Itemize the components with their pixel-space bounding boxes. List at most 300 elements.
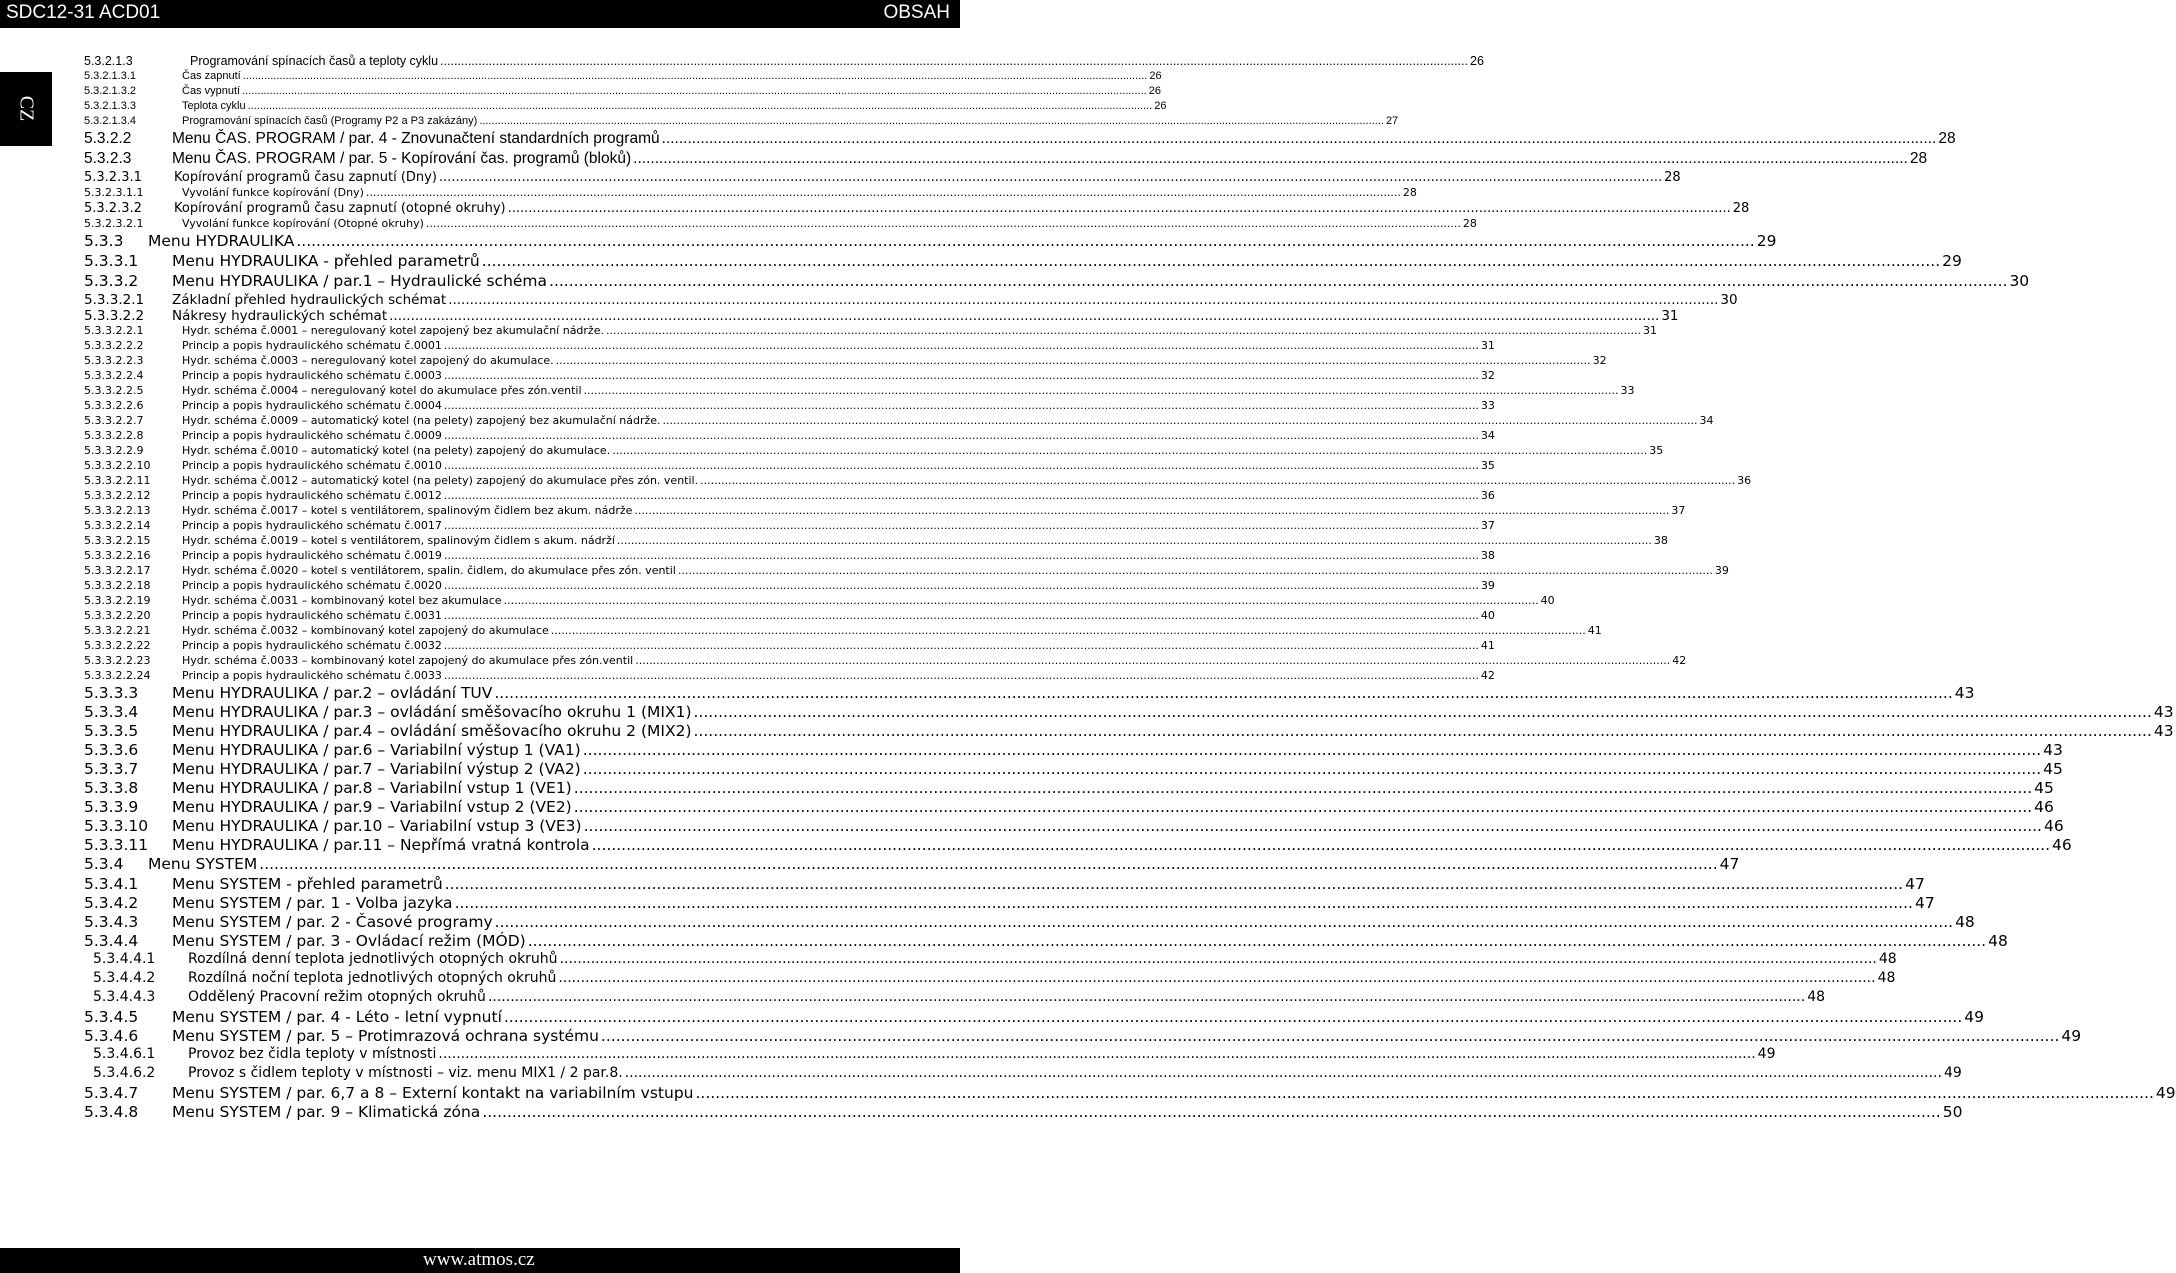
toc-entry[interactable] (84, 760, 2063, 779)
toc-entry[interactable] (84, 232, 1777, 252)
toc-entry-number: 5.3.2.3 (84, 150, 132, 167)
page-footer (0, 1248, 960, 1273)
toc-entry-title: Vyvolání funkce kopírování (Otopné okruhy) (182, 217, 424, 230)
toc-entry[interactable] (84, 875, 1925, 894)
toc-entry-title: Oddělený Pracovní režim otopných okruhů (188, 989, 486, 1005)
toc-entry[interactable] (84, 579, 1495, 594)
toc-entry-number: 5.3.3.2.2.12 (84, 489, 151, 502)
toc-entry-page: 49 (2061, 1027, 2082, 1045)
toc-entry-title: Čas vypnutí (182, 85, 241, 97)
toc-entry-number: 5.3.3.2.2.6 (84, 399, 144, 412)
toc-dot-leader (444, 549, 1479, 562)
toc-entry[interactable] (84, 970, 1896, 989)
toc-entry-number: 5.3.3.2.2.7 (84, 414, 144, 427)
document-code: SDC12-31 ACD01 (6, 2, 161, 23)
toc-entry-title: Hydr. schéma č.0032 – kombinovaný kotel zapojený do akumulace (182, 624, 549, 637)
toc-entry-page: 41 (1587, 624, 1602, 637)
toc-dot-leader (592, 836, 2050, 854)
toc-entry-title: Menu HYDRAULIKA (148, 232, 295, 250)
toc-entry[interactable] (84, 1084, 2176, 1103)
toc-entry[interactable] (84, 894, 1935, 913)
toc-entry-title: Menu ČAS. PROGRAM / par. 4 - Znovunačtení standardních programů (172, 130, 660, 147)
toc-dot-leader (635, 654, 1670, 667)
toc-entry-title: Menu HYDRAULIKA / par.8 – Variabilní vstup 1 (VE1) (172, 779, 572, 797)
toc-entry-page: 26 (1149, 70, 1162, 82)
toc-entry[interactable] (84, 779, 2054, 798)
toc-entry-number: 5.3.3.2.2.3 (84, 354, 144, 367)
toc-dot-leader (625, 1065, 1942, 1081)
toc-entry-number: 5.3.3.4 (84, 703, 139, 721)
toc-entry-title: Menu SYSTEM / par. 6,7 a 8 – Externí kontakt na variabilním vstupu (172, 1084, 694, 1102)
toc-entry[interactable] (84, 817, 2064, 836)
toc-dot-leader (601, 1027, 2059, 1045)
toc-entry-number: 5.3.3.2.2.21 (84, 624, 151, 637)
toc-dot-leader (455, 894, 1913, 912)
toc-entry-number: 5.3.2.3.1.1 (84, 186, 144, 199)
toc-entry-title: Provoz bez čidla teploty v místnosti (188, 1046, 437, 1062)
toc-entry[interactable] (84, 474, 1752, 489)
toc-entry-title: Princip a popis hydraulického schématu č.0004 (182, 399, 442, 412)
toc-entry-page: 28 (1402, 186, 1417, 199)
toc-dot-leader (694, 722, 2152, 740)
table-of-contents (84, 54, 2176, 1122)
toc-dot-leader (606, 324, 1641, 337)
toc-entry-number: 5.3.2.3.2.1 (84, 217, 144, 230)
toc-entry-number: 5.3.4.4.2 (93, 970, 156, 986)
toc-entry[interactable] (84, 70, 1162, 85)
toc-entry[interactable] (84, 624, 1602, 639)
toc-dot-leader (495, 913, 1953, 931)
toc-entry-page: 26 (1154, 100, 1167, 112)
toc-entry[interactable] (84, 654, 1687, 669)
toc-entry-number: 5.3.4.4.1 (93, 951, 156, 967)
toc-dot-leader (426, 217, 1461, 230)
toc-dot-leader (504, 1008, 1962, 1026)
toc-entry-title: Menu HYDRAULIKA - přehled parametrů (172, 252, 480, 270)
toc-entry-number: 5.3.4.1 (84, 875, 139, 893)
toc-entry-page: 45 (2043, 760, 2063, 778)
toc-entry-page: 32 (1480, 369, 1495, 382)
toc-entry-title: Programování spínacích časů (Programy P2 a P3 zakázány) (182, 115, 478, 127)
toc-dot-leader (678, 564, 1713, 577)
toc-entry-number: 5.3.3.2.2.2 (84, 339, 144, 352)
toc-entry-page: 48 (1807, 989, 1826, 1005)
toc-entry[interactable] (84, 519, 1495, 534)
toc-dot-leader (696, 1084, 2154, 1102)
toc-entry-number: 5.3.2.2 (84, 130, 132, 147)
toc-entry[interactable] (84, 1065, 1962, 1084)
toc-entry-page: 35 (1649, 444, 1664, 457)
toc-dot-leader (617, 534, 1652, 547)
toc-dot-leader (700, 474, 1735, 487)
toc-entry[interactable] (84, 414, 1714, 429)
toc-entry-title: Menu SYSTEM (148, 855, 258, 873)
toc-entry-page: 48 (1878, 951, 1897, 967)
toc-entry-title: Provoz s čidlem teploty v místnosti – viz. menu MIX1 / 2 par.8. (188, 1065, 623, 1081)
toc-dot-leader (444, 669, 1479, 682)
toc-entry-title: Menu HYDRAULIKA / par.6 – Variabilní výstup 1 (VA1) (172, 741, 581, 759)
toc-entry-title: Teplota cyklu (182, 100, 246, 112)
toc-entry[interactable] (84, 115, 1399, 130)
toc-entry-page: 45 (2034, 779, 2054, 797)
toc-entry-page: 29 (1942, 252, 1962, 270)
toc-entry-number: 5.3.3.5 (84, 722, 139, 740)
toc-entry-page: 48 (1955, 913, 1975, 931)
toc-dot-leader (633, 150, 1908, 168)
toc-entry-number: 5.3.3.2.2.15 (84, 534, 151, 547)
toc-dot-leader (445, 875, 1903, 893)
toc-entry-page: 46 (2052, 836, 2072, 854)
toc-dot-leader (504, 594, 1539, 607)
toc-entry-page: 39 (1480, 579, 1495, 592)
toc-entry[interactable] (84, 399, 1495, 414)
toc-entry-page: 42 (1672, 654, 1687, 667)
toc-entry-page: 46 (2034, 798, 2054, 816)
toc-entry-page: 41 (1480, 639, 1495, 652)
toc-entry-title: Princip a popis hydraulického schématu č.0010 (182, 459, 442, 472)
toc-entry[interactable] (84, 684, 1975, 703)
toc-entry-title: Princip a popis hydraulického schématu č.0001 (182, 339, 442, 352)
toc-entry-title: Princip a popis hydraulického schématu č.0012 (182, 489, 442, 502)
toc-entry[interactable] (84, 384, 1635, 399)
toc-entry-page: 36 (1480, 489, 1495, 502)
toc-entry-page: 38 (1480, 549, 1495, 562)
toc-dot-leader (440, 54, 1468, 68)
toc-dot-leader (444, 429, 1479, 442)
toc-dot-leader (366, 186, 1401, 199)
toc-entry-title: Menu SYSTEM / par. 4 - Léto - letní vypnutí (172, 1008, 502, 1026)
toc-entry-title: Hydr. schéma č.0019 – kotel s ventilátorem, spalinovým čidlem s akum. nádrží (182, 534, 615, 547)
toc-entry-number: 5.3.3.2.2.19 (84, 594, 151, 607)
toc-entry-number: 5.3.4 (84, 855, 124, 873)
toc-dot-leader (444, 639, 1479, 652)
toc-entry-title: Menu HYDRAULIKA / par.10 – Variabilní vstup 3 (VE3) (172, 817, 582, 835)
toc-entry-number: 5.3.3.2.1 (84, 292, 145, 308)
toc-entry-page: 49 (2155, 1084, 2176, 1102)
toc-entry[interactable] (84, 130, 1956, 150)
toc-entry[interactable] (84, 741, 2063, 760)
toc-entry-page: 37 (1480, 519, 1495, 532)
toc-entry-number: 5.3.3.1 (84, 252, 139, 270)
toc-entry-number: 5.3.3.2.2.22 (84, 639, 151, 652)
toc-entry-number: 5.3.3.2 (84, 272, 139, 290)
toc-entry-title: Menu SYSTEM / par. 5 – Protimrazová ochrana systému (172, 1027, 599, 1045)
toc-entry-page: 40 (1540, 594, 1555, 607)
toc-entry-number: 5.3.3.2.2 (84, 308, 145, 324)
toc-entry-title: Hydr. schéma č.0031 – kombinovaný kotel bez akumulace (182, 594, 502, 607)
toc-dot-leader (560, 951, 1877, 967)
toc-entry-page: 31 (1480, 339, 1495, 352)
toc-entry[interactable] (84, 913, 1975, 932)
toc-entry-title: Hydr. schéma č.0033 – kombinovaný kotel zapojený do akumulace přes zón.ventil (182, 654, 634, 667)
toc-entry-number: 5.3.3.6 (84, 741, 139, 759)
toc-dot-leader (574, 779, 2032, 797)
toc-entry-number: 5.3.4.6.2 (93, 1065, 156, 1081)
toc-entry-page: 43 (2043, 741, 2063, 759)
toc-entry-title: Hydr. schéma č.0020 – kotel s ventilátorem, spalin. čidlem, do akumulace přes zón. ventil (182, 564, 676, 577)
toc-entry[interactable] (84, 201, 1750, 217)
toc-entry-title: Menu HYDRAULIKA / par.11 – Nepřímá vratná kontrola (172, 836, 590, 854)
toc-entry-number: 5.3.3.2.2.5 (84, 384, 144, 397)
toc-entry-title: Princip a popis hydraulického schématu č.0017 (182, 519, 442, 532)
toc-entry-page: 26 (1148, 85, 1161, 97)
toc-entry-title: Menu HYDRAULIKA / par.7 – Variabilní výstup 2 (VA2) (172, 760, 581, 778)
toc-dot-leader (439, 170, 1662, 185)
toc-entry-title: Kopírování programů času zapnutí (otopné okruhy) (174, 201, 506, 216)
toc-dot-leader (438, 1046, 1755, 1062)
toc-entry[interactable] (84, 85, 1161, 100)
toc-entry[interactable] (84, 951, 1897, 970)
toc-entry-number: 5.3.3.2.2.8 (84, 429, 144, 442)
toc-entry-number: 5.3.4.2 (84, 894, 139, 912)
toc-dot-leader (574, 798, 2032, 816)
toc-entry-page: 39 (1714, 564, 1729, 577)
toc-entry-page: 49 (1757, 1046, 1776, 1062)
toc-entry-page: 38 (1653, 534, 1668, 547)
toc-entry-number: 5.3.3.8 (84, 779, 139, 797)
toc-entry-number: 5.3.2.1.3.4 (84, 115, 136, 127)
toc-entry-title: Menu SYSTEM - přehled parametrů (172, 875, 443, 893)
toc-entry-number: 5.3.3.2.2.11 (84, 474, 151, 487)
toc-entry-page: 47 (1719, 855, 1740, 873)
toc-entry-title: Princip a popis hydraulického schématu č.0003 (182, 369, 442, 382)
toc-entry-number: 5.3.4.5 (84, 1008, 139, 1026)
toc-entry-title: Hydr. schéma č.0001 – neregulovaný kotel zapojený bez akumulační nádrže. (182, 324, 604, 337)
toc-entry[interactable] (84, 1027, 2082, 1046)
toc-entry[interactable] (84, 459, 1495, 474)
toc-entry[interactable] (84, 504, 1686, 519)
toc-entry[interactable] (84, 1103, 1963, 1122)
toc-dot-leader (482, 1103, 1940, 1121)
toc-entry[interactable] (84, 186, 1417, 201)
toc-entry-title: Menu HYDRAULIKA / par.9 – Variabilní vstup 2 (VE2) (172, 798, 572, 816)
toc-entry[interactable] (84, 564, 1729, 579)
toc-dot-leader (528, 932, 1986, 950)
toc-entry[interactable] (84, 1008, 1985, 1027)
toc-entry-title: Hydr. schéma č.0017 – kotel s ventilátorem, spalinovým čidlem bez akum. nádrže (182, 504, 633, 517)
toc-dot-leader (508, 201, 1731, 216)
section-title: OBSAH (883, 2, 950, 23)
toc-dot-leader (494, 684, 1952, 702)
toc-entry-number: 5.3.2.1.3 (84, 54, 133, 68)
toc-entry-number: 5.3.3.2.2.18 (84, 579, 151, 592)
toc-dot-leader (259, 855, 1717, 873)
toc-dot-leader (663, 414, 1698, 427)
toc-dot-leader (242, 85, 1147, 97)
toc-dot-leader (389, 308, 1659, 324)
toc-entry-page: 42 (1480, 669, 1495, 682)
toc-entry[interactable] (84, 324, 1657, 339)
toc-entry-number: 5.3.3.2.2.4 (84, 369, 144, 382)
toc-entry-title: Hydr. schéma č.0010 – automatický kotel (na pelety) zapojený do akumulace. (182, 444, 611, 457)
toc-dot-leader (243, 70, 1148, 82)
toc-entry-number: 5.3.3.2.2.24 (84, 669, 151, 682)
toc-entry[interactable] (84, 100, 1167, 115)
toc-entry-page: 36 (1737, 474, 1752, 487)
toc-entry[interactable] (84, 272, 2030, 292)
toc-dot-leader (444, 579, 1479, 592)
toc-dot-leader (444, 369, 1479, 382)
toc-entry-title: Menu ČAS. PROGRAM / par. 5 - Kopírování čas. programů (bloků) (172, 150, 632, 167)
toc-entry-page: 40 (1480, 609, 1495, 622)
toc-entry-title: Princip a popis hydraulického schématu č.0032 (182, 639, 442, 652)
toc-entry[interactable] (84, 609, 1495, 624)
toc-dot-leader (479, 115, 1384, 127)
toc-entry[interactable] (84, 339, 1495, 354)
toc-entry-page: 31 (1661, 308, 1679, 324)
toc-entry-title: Hydr. schéma č.0004 – neregulovaný kotel do akumulace přes zón.ventil (182, 384, 582, 397)
toc-entry-page: 28 (1664, 170, 1681, 185)
toc-dot-leader (444, 609, 1479, 622)
toc-entry-page: 49 (1964, 1008, 1985, 1026)
toc-entry-page: 43 (2153, 722, 2174, 740)
toc-entry-page: 28 (1909, 150, 1928, 167)
toc-entry-title: Menu SYSTEM / par. 3 - Ovládací režim (MÓD) (172, 932, 526, 950)
toc-entry[interactable] (84, 703, 2174, 722)
toc-entry-number: 5.3.4.3 (84, 913, 139, 931)
toc-entry-title: Kopírování programů času zapnutí (Dny) (174, 170, 437, 185)
toc-entry[interactable] (84, 444, 1664, 459)
toc-entry[interactable] (84, 54, 1484, 70)
toc-entry-page: 34 (1480, 429, 1495, 442)
toc-entry-page: 27 (1385, 115, 1399, 127)
toc-entry-number: 5.3.2.1.3.3 (84, 100, 136, 112)
toc-dot-leader (584, 384, 1619, 397)
toc-entry[interactable] (84, 549, 1495, 564)
toc-entry[interactable] (84, 308, 1679, 324)
toc-dot-leader (549, 272, 2007, 290)
toc-entry-title: Základní přehled hydraulických schémat (172, 292, 447, 308)
toc-entry-title: Menu SYSTEM / par. 2 - Časové programy (172, 913, 493, 931)
toc-dot-leader (444, 459, 1479, 472)
toc-entry-title: Menu SYSTEM / par. 9 – Klimatická zóna (172, 1103, 481, 1121)
toc-entry-page: 30 (2009, 272, 2030, 290)
toc-dot-leader (583, 741, 2041, 759)
toc-entry-number: 5.3.3.2.2.13 (84, 504, 151, 517)
toc-entry-number: 5.3.4.6.1 (93, 1046, 156, 1062)
toc-entry-page: 28 (1732, 201, 1750, 216)
toc-entry-number: 5.3.3.2.2.16 (84, 549, 151, 562)
toc-dot-leader (583, 760, 2041, 778)
toc-dot-leader (444, 399, 1479, 412)
toc-entry-page: 31 (1642, 324, 1657, 337)
toc-entry[interactable] (84, 170, 1681, 186)
toc-entry-page: 48 (1877, 970, 1896, 986)
toc-entry-page: 43 (1954, 684, 1975, 702)
toc-entry[interactable] (84, 932, 2008, 951)
toc-entry-title: Princip a popis hydraulického schématu č.0020 (182, 579, 442, 592)
toc-entry-page: 33 (1480, 399, 1495, 412)
toc-entry-number: 5.3.2.1.3.2 (84, 85, 136, 97)
toc-entry[interactable] (84, 798, 2054, 817)
toc-entry-number: 5.3.2.3.2 (84, 201, 142, 216)
toc-entry-title: Princip a popis hydraulického schématu č.0009 (182, 429, 442, 442)
toc-entry-number: 5.3.3 (84, 232, 124, 250)
toc-entry-title: Nákresy hydraulických schémat (172, 308, 388, 324)
toc-entry[interactable] (84, 489, 1495, 504)
toc-entry[interactable] (84, 252, 1962, 272)
toc-entry-page: 47 (1914, 894, 1935, 912)
toc-dot-leader (248, 100, 1153, 112)
toc-entry-number: 5.3.4.8 (84, 1103, 139, 1121)
toc-entry-number: 5.3.3.2.2.10 (84, 459, 151, 472)
toc-entry[interactable] (84, 292, 1738, 308)
toc-entry-page: 50 (1942, 1103, 1963, 1121)
toc-entry-number: 5.3.3.2.2.14 (84, 519, 151, 532)
toc-entry-page: 28 (1938, 130, 1956, 147)
toc-entry-page: 32 (1592, 354, 1607, 367)
toc-entry-title: Programování spínacích časů a teploty cyklu (190, 54, 439, 68)
language-label: CZ (15, 95, 38, 122)
toc-dot-leader (296, 232, 1754, 250)
toc-entry-title: Hydr. schéma č.0003 – neregulovaný kotel zapojený do akumulace. (182, 354, 554, 367)
website-link[interactable]: www.atmos.cz (423, 1249, 535, 1270)
toc-entry[interactable] (84, 594, 1555, 609)
toc-entry-title: Menu SYSTEM / par. 1 - Volba jazyka (172, 894, 453, 912)
toc-entry-page: 33 (1620, 384, 1635, 397)
toc-entry-title: Menu HYDRAULIKA / par.4 – ovládání směšovacího okruhu 2 (MIX2) (172, 722, 692, 740)
toc-entry-title: Princip a popis hydraulického schématu č.0031 (182, 609, 442, 622)
toc-dot-leader (612, 444, 1647, 457)
toc-entry-title: Menu HYDRAULIKA / par.3 – ovládání směšovacího okruhu 1 (MIX1) (172, 703, 692, 721)
toc-entry[interactable] (84, 669, 1495, 684)
toc-dot-leader (584, 817, 2042, 835)
toc-entry[interactable] (84, 534, 1668, 549)
toc-entry-title: Čas zapnutí (182, 70, 241, 82)
toc-entry-number: 5.3.3.9 (84, 798, 139, 816)
toc-entry-title: Menu HYDRAULIKA / par.1 – Hydraulické schéma (172, 272, 548, 290)
toc-entry[interactable] (84, 855, 1740, 875)
toc-entry-number: 5.3.3.11 (84, 836, 149, 854)
toc-entry-title: Rozdílná denní teplota jednotlivých otopných okruhů (188, 951, 558, 967)
toc-entry-page: 26 (1470, 54, 1484, 68)
toc-entry-page: 30 (1720, 292, 1738, 308)
toc-entry-number: 5.3.3.3 (84, 684, 139, 702)
toc-entry-page: 29 (1756, 232, 1777, 250)
toc-entry-number: 5.3.3.2.2.9 (84, 444, 144, 457)
toc-dot-leader (556, 354, 1591, 367)
toc-dot-leader (444, 489, 1479, 502)
toc-entry[interactable] (84, 722, 2174, 741)
toc-entry-number: 5.3.3.2.2.20 (84, 609, 151, 622)
toc-entry[interactable] (84, 217, 1477, 232)
toc-entry-title: Menu HYDRAULIKA / par.2 – ovládání TUV (172, 684, 493, 702)
toc-entry-number: 5.3.3.10 (84, 817, 149, 835)
toc-entry-number: 5.3.4.6 (84, 1027, 139, 1045)
toc-entry-page: 28 (1462, 217, 1477, 230)
toc-entry-page: 34 (1699, 414, 1714, 427)
toc-entry-title: Hydr. schéma č.0012 – automatický kotel (na pelety) zapojený do akumulace přes zón. ventil. (182, 474, 699, 487)
toc-entry[interactable] (84, 639, 1495, 654)
page-header (0, 0, 960, 28)
toc-entry[interactable] (84, 150, 1928, 170)
toc-entry-page: 47 (1905, 875, 1925, 893)
toc-entry-number: 5.3.2.1.3.1 (84, 70, 136, 82)
toc-dot-leader (444, 519, 1479, 532)
toc-entry-title: Rozdílná noční teplota jednotlivých otopných okruhů (188, 970, 557, 986)
toc-entry[interactable] (84, 1046, 1776, 1065)
toc-entry-page: 46 (2044, 817, 2064, 835)
toc-entry[interactable] (84, 354, 1607, 369)
toc-entry[interactable] (84, 429, 1495, 444)
toc-dot-leader (694, 703, 2152, 721)
toc-entry[interactable] (84, 989, 1826, 1008)
toc-entry-number: 5.3.4.4.3 (93, 989, 156, 1005)
toc-entry-page: 49 (1943, 1065, 1962, 1081)
toc-entry[interactable] (84, 369, 1495, 384)
toc-entry-title: Vyvolání funkce kopírování (Dny) (182, 186, 364, 199)
toc-entry[interactable] (84, 836, 2072, 855)
